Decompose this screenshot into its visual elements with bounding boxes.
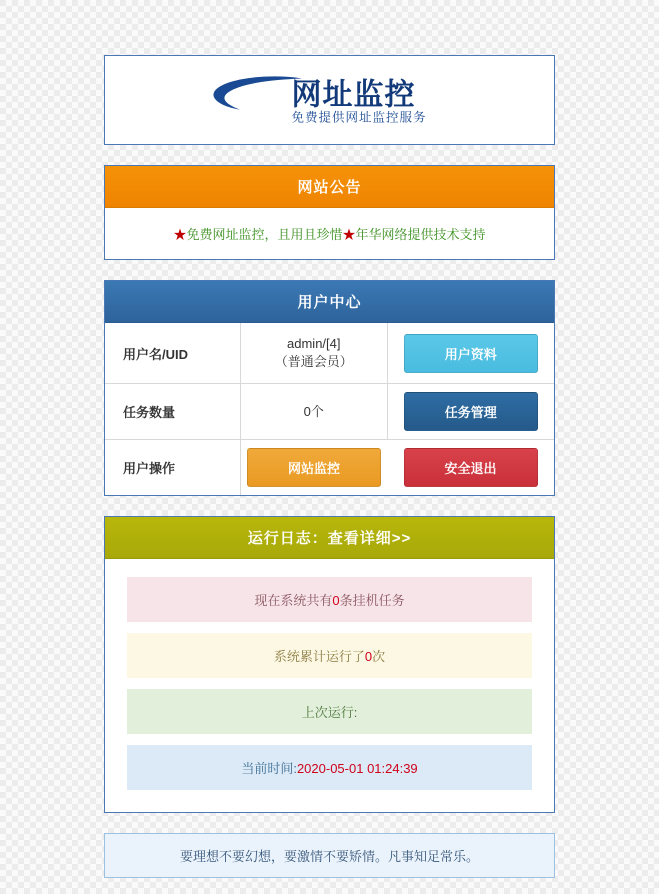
log-line-runcount: 系统累计运行了0次 <box>127 633 532 678</box>
task-management-button[interactable]: 任务管理 <box>404 392 538 431</box>
logout-button[interactable]: 安全退出 <box>404 448 538 487</box>
notice-body <box>105 208 554 259</box>
logo-panel <box>104 55 555 145</box>
user-center-header: 用户中心 <box>105 281 554 323</box>
row-value-username <box>241 323 388 384</box>
user-center-card <box>104 280 555 496</box>
member-level: （普通会员） <box>274 354 353 369</box>
notice-text: ★免费网址监控，且用且珍惜★年华网络提供技术支持 <box>173 227 486 242</box>
swoosh-icon <box>210 76 305 112</box>
username-uid: admin/[4] <box>287 336 341 351</box>
row-label-taskcount: 任务数量 <box>105 384 241 440</box>
row-value-taskcount: 0个 <box>241 384 388 440</box>
log-line-lastrun: 上次运行: <box>127 689 532 734</box>
row-label-useractions: 用户操作 <box>105 440 241 496</box>
row-action-taskmanage <box>387 384 554 440</box>
log-line-tasks: 现在系统共有0条挂机任务 <box>127 577 532 622</box>
table-row <box>105 323 554 384</box>
run-log-card <box>104 516 555 813</box>
logo-graphic <box>210 70 450 128</box>
notice-header: 网站公告 <box>105 166 554 208</box>
logo-inner <box>105 70 554 131</box>
log-line-currenttime: 当前时间:2020-05-01 01:24:39 <box>127 745 532 790</box>
run-log-body <box>105 559 554 812</box>
notice-card <box>104 165 555 260</box>
user-profile-button[interactable]: 用户资料 <box>404 334 538 373</box>
user-center-table <box>105 323 554 495</box>
table-row <box>105 384 554 440</box>
site-monitor-button[interactable]: 网站监控 <box>247 448 381 487</box>
row-action-monitor <box>241 440 388 496</box>
row-label-username: 用户名/UID <box>105 323 241 384</box>
logo-subtitle: 免费提供网址监控服务 <box>291 109 427 125</box>
run-log-header[interactable]: 运行日志：查看详细>> <box>105 517 554 559</box>
table-row <box>105 440 554 496</box>
row-action-profile <box>387 323 554 384</box>
row-action-logout <box>387 440 554 496</box>
logo-title: 网址监控 <box>291 77 416 113</box>
footer-quote: 要理想不要幻想，要激情不要矫情。凡事知足常乐。 <box>104 833 555 878</box>
page-container <box>104 0 555 878</box>
